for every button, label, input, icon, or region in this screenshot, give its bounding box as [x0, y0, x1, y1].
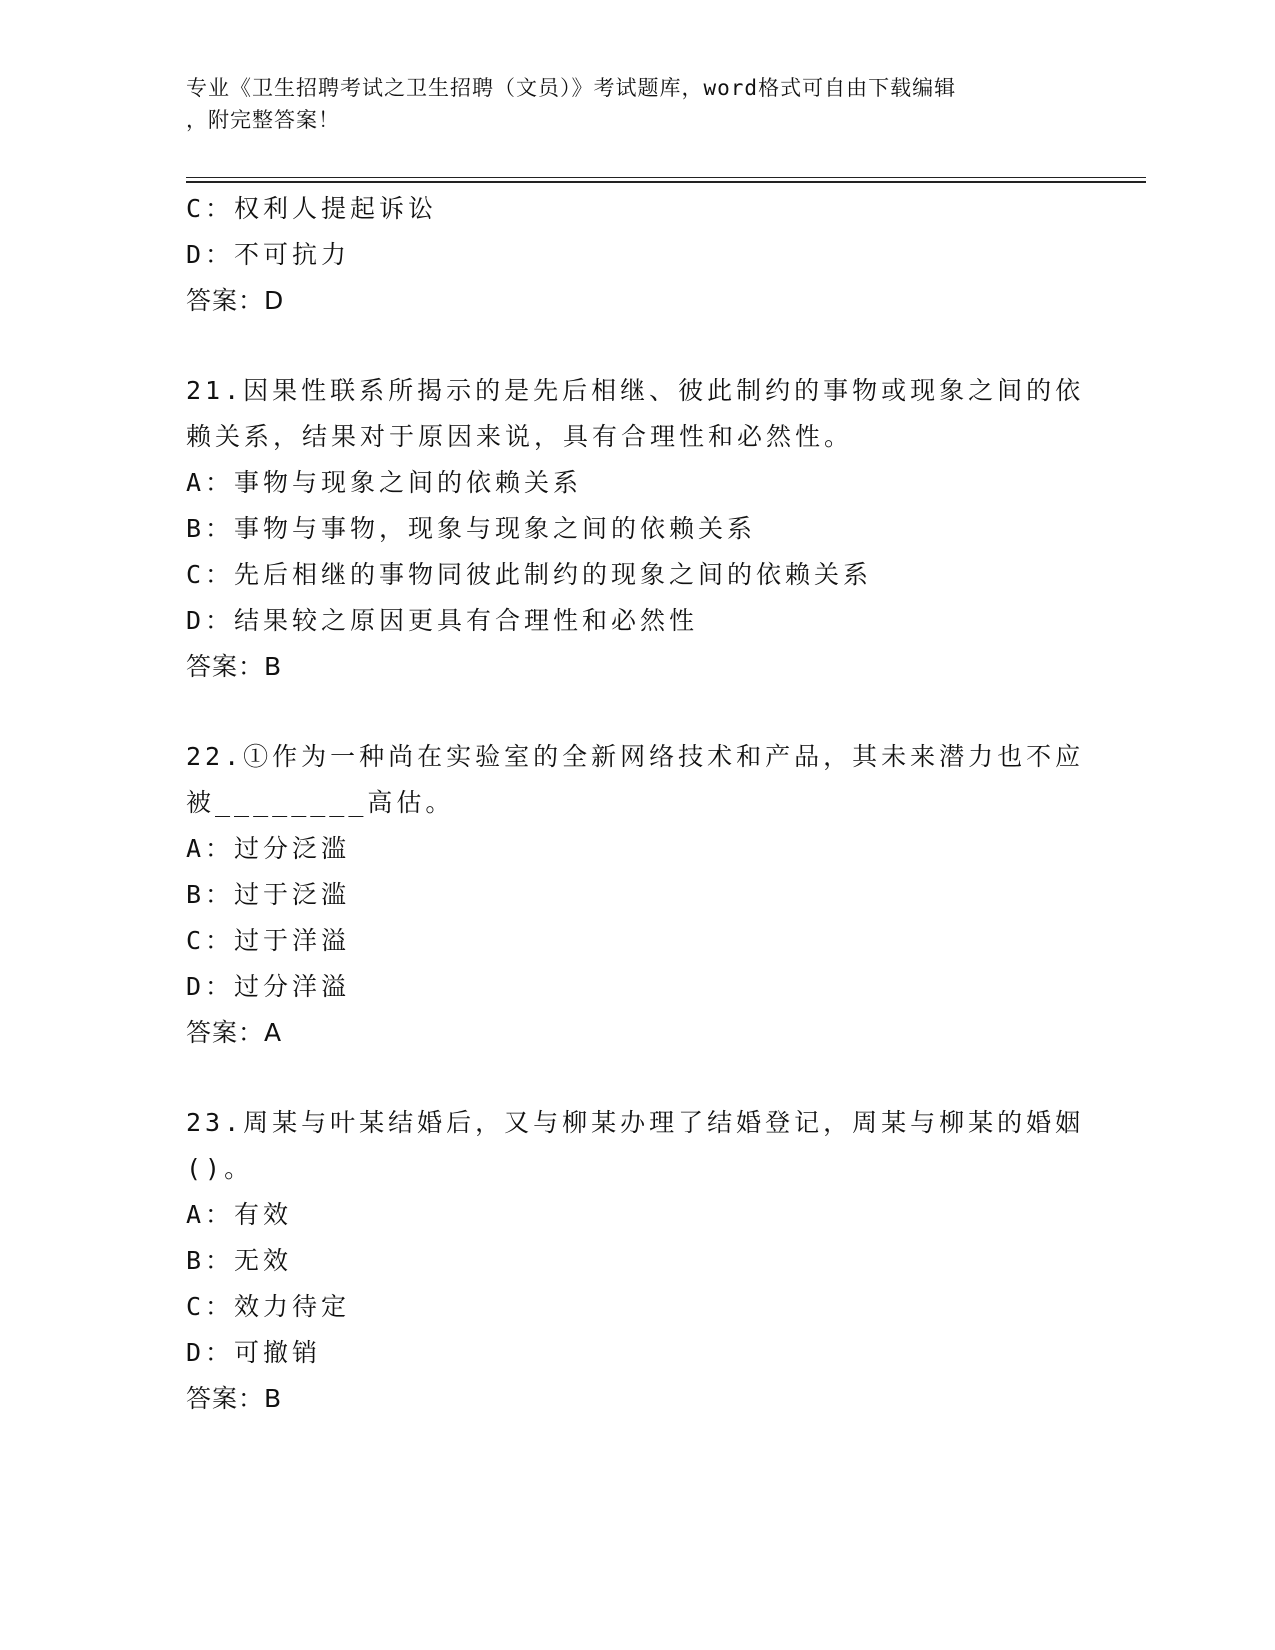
document-header: [186, 72, 1066, 136]
spacer: [186, 690, 1086, 734]
question-stem-line-2: ()。: [186, 1154, 254, 1183]
option-b: B：事物与事物，现象与现象之间的依赖关系: [186, 514, 757, 543]
question-stem-line-2: 赖关系，结果对于原因来说，具有合理性和必然性。: [186, 422, 854, 451]
question-stem-line-1: 22.①作为一种尚在实验室的全新网络技术和产品，其未来潜力也不应: [186, 742, 1085, 771]
option-d: D：可撤销: [186, 1338, 322, 1367]
answer-line: 答案：B: [186, 1384, 283, 1413]
option-c: C：效力待定: [186, 1292, 351, 1321]
question-stem-line-1: 21.因果性联系所揭示的是先后相继、彼此制约的事物或现象之间的依: [186, 376, 1085, 405]
question-list: [186, 186, 1086, 1422]
question-22: [186, 734, 1086, 1056]
spacer: [186, 324, 1086, 368]
option-b: B：过于泛滥: [186, 880, 351, 909]
option-b: B：无效: [186, 1246, 293, 1275]
option-d: D：过分洋溢: [186, 972, 351, 1001]
question-stem-line-2: 被________高估。: [186, 788, 455, 817]
question-23: [186, 1100, 1086, 1422]
option-c: C：过于洋溢: [186, 926, 351, 955]
option-a: A：事物与现象之间的依赖关系: [186, 468, 583, 497]
header-line-2: ，附完整答案！: [186, 108, 340, 132]
answer-line: 答案：A: [186, 1018, 283, 1047]
answer-line: 答案：D: [186, 286, 285, 315]
header-rule-thin: [186, 177, 1146, 178]
option-a: A：过分泛滥: [186, 834, 351, 863]
spacer: [186, 1056, 1086, 1100]
option-d: D：不可抗力: [186, 240, 351, 269]
header-rule-thick: [186, 181, 1146, 183]
option-c: C：先后相继的事物同彼此制约的现象之间的依赖关系: [186, 560, 873, 589]
question-21: [186, 368, 1086, 690]
option-a: A：有效: [186, 1200, 293, 1229]
option-c: C：权利人提起诉讼: [186, 194, 438, 223]
question-20-tail: [186, 186, 1086, 324]
answer-line: 答案：B: [186, 652, 283, 681]
option-d: D：结果较之原因更具有合理性和必然性: [186, 606, 699, 635]
question-stem-line-1: 23.周某与叶某结婚后，又与柳某办理了结婚登记，周某与柳某的婚姻: [186, 1108, 1085, 1137]
header-line-1: 专业《卫生招聘考试之卫生招聘（文员）》考试题库，word格式可自由下载编辑: [186, 76, 957, 100]
